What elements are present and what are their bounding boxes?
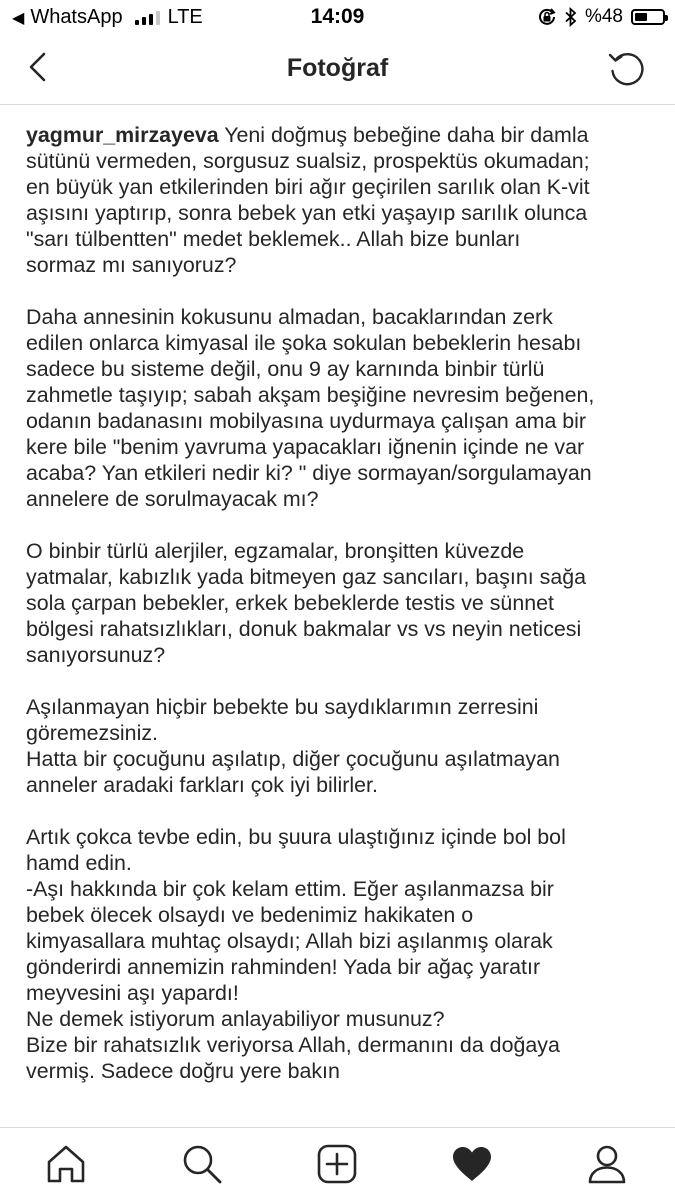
caption-line: bölgesi rahatsızlıkları, donuk bakmalar vs vs neyin neticesi: [26, 617, 582, 641]
caption-blank-line: [26, 668, 652, 694]
battery-level: [635, 13, 647, 21]
tab-add-post[interactable]: [315, 1142, 359, 1186]
back-to-app-label[interactable]: WhatsApp: [30, 6, 123, 28]
battery-icon: [631, 9, 665, 25]
caption-line: kimyasallara muhtaç olsaydı; Allah bizi aşılanmış olarak: [26, 929, 553, 953]
status-time: 14:09: [310, 5, 365, 28]
status-right: [529, 6, 665, 28]
lock-rotation-icon: [537, 7, 557, 27]
caption-line: -Aşı hakkında bir çok kelam ettim. Eğer aşılanmazsa bir: [26, 877, 554, 901]
caption-line: sormaz mı sanıyoruz?: [26, 253, 237, 277]
caption-blank-line: [26, 798, 652, 824]
caption-line: edilen onlarca kimyasal ile şoka sokulan bebeklerin hesabı: [26, 331, 582, 355]
caption-line: vermiş. Sadece doğru yere bakın: [26, 1059, 340, 1083]
tab-activity[interactable]: [450, 1142, 494, 1186]
caption-line: O binbir türlü alerjiler, egzamalar, bronşitten küvezde: [26, 539, 525, 563]
caption-line: Artık çokca tevbe edin, bu şuura ulaştığınız içinde bol bol: [26, 825, 566, 849]
caption-line: göremezsiniz.: [26, 721, 158, 745]
heart-icon: [450, 1142, 494, 1186]
caption-line: acaba? Yan etkileri nedir ki? " diye sormayan/sorgulamayan: [26, 461, 592, 485]
caption-line: bebek ölecek olsaydı ve bedenimiz hakikaten o: [26, 903, 474, 927]
caption-line: en büyük yan etkilerinden biri ağır geçirilen sarılık olan K-vit: [26, 175, 590, 199]
back-to-app-icon[interactable]: ◀: [12, 9, 25, 27]
caption-line: anneler aradaki farkları çok iyi bilirler.: [26, 773, 378, 797]
caption-line: Hatta bir çocuğunu aşılatıp, diğer çocuğunu aşılatmayan: [26, 747, 560, 771]
status-bar: [0, 0, 675, 36]
profile-icon: [585, 1142, 629, 1186]
tab-bar: [0, 1127, 675, 1200]
caption-line: sütünü vermeden, sorgusuz sualsiz, prospektüs okumadan;: [26, 149, 590, 173]
caption-blank-line: [26, 278, 652, 304]
caption-line: yatmalar, kabızlık yada bitmeyen gaz sancıları, başını sağa: [26, 565, 587, 589]
page-title: Fotoğraf: [286, 54, 389, 82]
battery-percent: %48: [584, 6, 623, 27]
caption-line: "sarı tülbentten" medet beklemek.. Allah bize bunları: [26, 227, 521, 251]
caption-line: Ne demek istiyorum anlayabiliyor musunuz?: [26, 1007, 445, 1031]
caption-line: odanın badanasını mobilyasına uydurmaya çalışan ama bir: [26, 409, 587, 433]
caption-blank-line: [26, 512, 652, 538]
caption-line: aşısını yaptırıp, sonra bebek yan etki yaşayıp sarılık olunca: [26, 201, 588, 225]
bluetooth-icon: [565, 7, 577, 27]
battery-cap: [665, 15, 668, 21]
tab-profile[interactable]: [585, 1142, 629, 1186]
username[interactable]: yagmur_mirzayeva: [26, 123, 219, 147]
tab-home[interactable]: [44, 1142, 88, 1186]
caption-line: sadece bu sisteme değil, onu 9 ay karnında binbir türlü: [26, 357, 545, 381]
home-icon: [44, 1142, 88, 1186]
caption-line: gönderirdi annemizin rahminden! Yada bir ağaç yaratır: [26, 955, 541, 979]
caption-first-line: Yeni doğmuş bebeğine daha bir damla: [218, 123, 589, 147]
caption-line: Bize bir rahatsızlık veriyorsa Allah, dermanını da doğaya: [26, 1033, 560, 1057]
caption-line: sanıyorsunuz?: [26, 643, 166, 667]
caption-line: hamd edin.: [26, 851, 132, 875]
caption-line: [26, 122, 652, 148]
caption-line: zahmetle taşıyıp; sabah akşam beşiğine nevresim beğenen,: [26, 383, 595, 407]
header: [0, 36, 675, 105]
search-icon: [180, 1142, 224, 1186]
caption-line: Aşılanmayan hiçbir bebekte bu saydıklarımın zerresini: [26, 695, 539, 719]
caption-line: Daha annesinin kokusunu almadan, bacaklarından zerk: [26, 305, 553, 329]
caption-line: kere bile "benim yavruma yapacakları iğnenin içinde ne var: [26, 435, 585, 459]
post-content: [0, 105, 675, 1127]
tab-search[interactable]: [180, 1142, 224, 1186]
add-post-icon: [315, 1142, 359, 1186]
caption-line: annelere de sorulmayacak mı?: [26, 487, 319, 511]
refresh-icon[interactable]: [605, 46, 649, 90]
caption-line: meyvesini aşı yapardı!: [26, 981, 239, 1005]
clipped-previous-line: [26, 105, 166, 107]
caption-line: sola çarpan bebekler, erkek bebeklerde testis ve sünnet: [26, 591, 554, 615]
post-caption: [26, 122, 652, 1084]
network-type: LTE: [167, 6, 203, 28]
